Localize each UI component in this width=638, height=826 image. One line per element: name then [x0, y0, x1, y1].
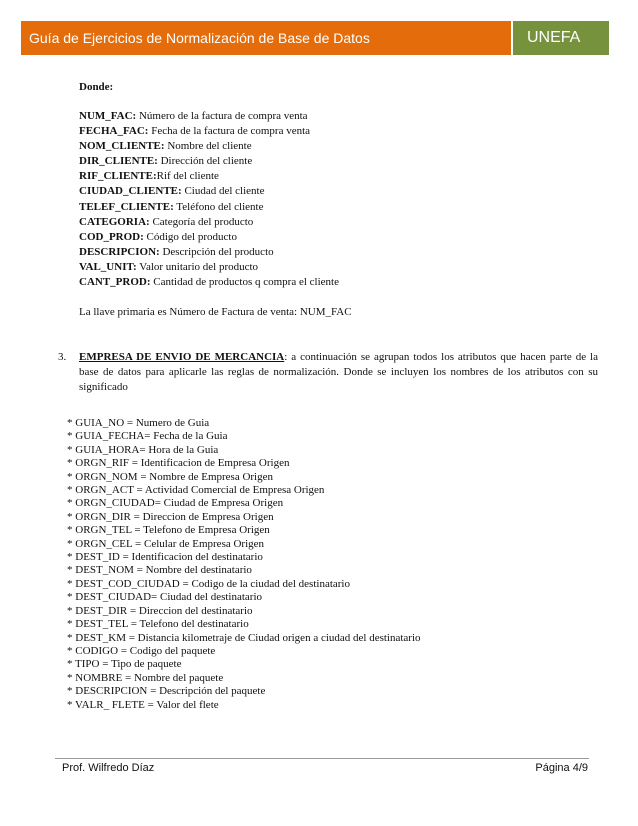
page-header — [21, 21, 609, 55]
attribute-item: * DEST_ID = Identificacion del destinatario — [67, 551, 263, 564]
attribute-item: * GUIA_NO = Numero de Guia — [67, 417, 210, 429]
definition-key: DESCRIPCION: — [79, 245, 160, 258]
item-paragraph — [79, 350, 598, 395]
definition-desc: Teléfono del cliente — [173, 200, 264, 213]
definition-item — [79, 184, 599, 199]
donde-label: Donde: — [79, 81, 114, 93]
definition-item — [79, 124, 599, 139]
definition-desc: Código del producto — [143, 230, 237, 243]
attribute-item: * ORGN_CEL = Celular de Empresa Origen — [67, 537, 265, 550]
definition-key: NOM_CLIENTE: — [79, 140, 165, 153]
definition-key: COD_PROD: — [79, 230, 144, 243]
item-title: EMPRESA DE ENVIO DE MERCANCIA — [79, 351, 285, 363]
attribute-item: * DEST_KM = Distancia kilometraje de Ciudad origen a ciudad del destinatario — [67, 631, 421, 644]
definition-item — [79, 275, 599, 290]
definition-desc: Descripción del producto — [159, 245, 274, 258]
attribute-item: * DEST_COD_CIUDAD = Codigo de la ciudad del destinatario — [67, 577, 350, 590]
definition-key: DIR_CLIENTE: — [79, 155, 158, 168]
definitions-list — [79, 109, 599, 290]
definition-item — [79, 154, 599, 169]
definition-desc: Nombre del cliente — [164, 140, 252, 153]
definition-item — [79, 169, 599, 184]
page-footer — [62, 762, 588, 774]
definition-key: CIUDAD_CLIENTE: — [79, 185, 182, 198]
attribute-item: * DESCRIPCION = Descripción del paquete — [67, 685, 266, 698]
definition-desc: Rif del cliente — [156, 170, 219, 183]
definition-item — [79, 215, 599, 230]
definition-key: RIF_CLIENTE: — [79, 170, 157, 183]
item-number: 3. — [58, 351, 67, 363]
definition-key: CANT_PROD: — [79, 276, 151, 289]
attribute-item: * ORGN_ACT = Actividad Comercial de Empresa Origen — [67, 484, 325, 497]
attribute-item: * DEST_TEL = Telefono del destinatario — [67, 618, 249, 631]
definition-item — [79, 260, 599, 275]
attribute-item: * VALR_ FLETE = Valor del flete — [67, 698, 219, 711]
definition-key: NUM_FAC: — [79, 110, 137, 122]
attribute-item: * GUIA_HORA= Hora de la Guia — [67, 443, 219, 456]
attributes-list — [67, 417, 587, 712]
item-text: : a continuación se agrupan todos los atributos que hacen parte de la base de datos para aplicarle las reglas de normalización. Donde se incluyen los nombres de los atributos con su significado — [79, 351, 598, 393]
definition-item — [79, 230, 599, 245]
header-org: UNEFA — [513, 21, 609, 55]
definition-item — [79, 139, 599, 154]
attribute-item: * CODIGO = Codigo del paquete — [67, 644, 216, 657]
attribute-item: * DEST_NOM = Nombre del destinatario — [67, 564, 252, 577]
footer-author: Prof. Wilfredo Díaz — [62, 762, 155, 774]
definition-item — [79, 109, 599, 124]
attribute-item: * DEST_DIR = Direccion del destinatario — [67, 604, 253, 617]
definition-key: VAL_UNIT: — [79, 260, 137, 273]
attribute-item: * ORGN_TEL = Telefono de Empresa Origen — [67, 524, 270, 537]
footer-divider — [55, 758, 589, 759]
definition-desc: Ciudad del cliente — [181, 185, 265, 198]
attribute-item: * GUIA_FECHA= Fecha de la Guia — [67, 430, 228, 443]
definition-desc: Categoría del producto — [149, 215, 254, 228]
attribute-item: * ORGN_CIUDAD= Ciudad de Empresa Origen — [67, 497, 284, 510]
definition-key: CATEGORIA: — [79, 215, 150, 228]
definition-item — [79, 200, 599, 215]
attribute-item: * DEST_CIUDAD= Ciudad del destinatario — [67, 591, 263, 604]
attribute-item: * NOMBRE = Nombre del paquete — [67, 671, 224, 684]
numbered-item-3 — [58, 350, 598, 395]
definition-desc: Número de la factura de compra venta — [136, 110, 308, 122]
definition-desc: Cantidad de productos q compra el cliente — [150, 276, 339, 289]
definition-key: FECHA_FAC: — [79, 125, 149, 138]
definition-item — [79, 245, 599, 260]
definitions-section — [79, 80, 599, 320]
definition-desc: Dirección del cliente — [157, 155, 253, 168]
header-title: Guía de Ejercicios de Normalización de Base de Datos — [21, 21, 513, 55]
attribute-item: * ORGN_DIR = Direccion de Empresa Origen — [67, 510, 274, 523]
definition-desc: Valor unitario del producto — [136, 260, 259, 273]
attribute-item: * ORGN_NOM = Nombre de Empresa Origen — [67, 470, 273, 483]
primary-key-text: La llave primaria es Número de Factura de venta: NUM_FAC — [79, 306, 352, 319]
footer-page-number: Página 4/9 — [535, 762, 588, 774]
attribute-item: * ORGN_RIF = Identificacion de Empresa Origen — [67, 457, 290, 470]
definition-key: TELEF_CLIENTE: — [79, 200, 174, 213]
definition-desc: Fecha de la factura de compra venta — [148, 125, 311, 138]
attribute-item: * TIPO = Tipo de paquete — [67, 658, 182, 671]
